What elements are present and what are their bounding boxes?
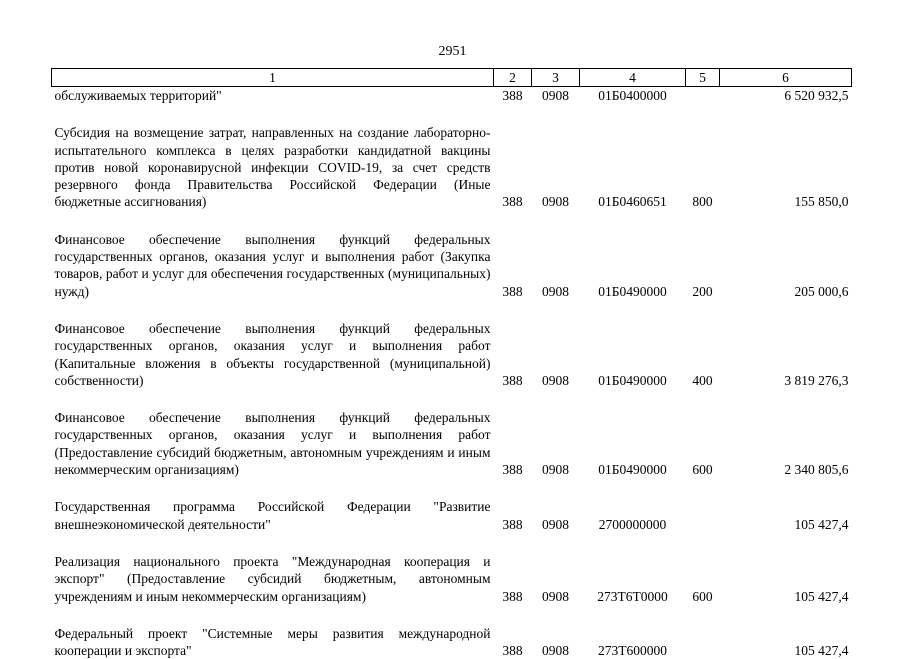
row-target-code: 273Т6Т0000	[580, 553, 686, 605]
row-target-code: 01Б0400000	[580, 87, 686, 105]
column-header-1: 1	[52, 69, 494, 87]
row-section-code: 0908	[532, 409, 580, 478]
row-amount: 6 520 932,5	[720, 87, 852, 105]
row-ministry-code: 388	[494, 124, 532, 210]
row-amount: 155 850,0	[720, 124, 852, 210]
row-spacer	[52, 211, 852, 231]
row-amount: 105 427,4	[720, 625, 852, 659]
row-description: Государственная программа Российской Федерации "Развитие внешнеэкономической деятельности"	[52, 498, 494, 533]
table-row	[52, 409, 852, 478]
row-target-code: 01Б0490000	[580, 409, 686, 478]
table-row	[52, 87, 852, 105]
row-spacer	[52, 389, 852, 409]
row-expense-type: 200	[686, 231, 720, 300]
row-expense-type: 800	[686, 124, 720, 210]
header-row	[52, 69, 852, 87]
row-expense-type	[686, 625, 720, 659]
table-row	[52, 625, 852, 659]
row-section-code: 0908	[532, 87, 580, 105]
row-target-code: 273Т600000	[580, 625, 686, 659]
row-ministry-code: 388	[494, 409, 532, 478]
row-description: Финансовое обеспечение выполнения функций федеральных государственных органов, оказания услуг и выполнения работ (Предоставление субсидий бюджетным, автономным учреждениям и иным некоммерческим организациям)	[52, 409, 494, 478]
row-expense-type	[686, 87, 720, 105]
row-section-code: 0908	[532, 498, 580, 533]
row-description: Субсидия на возмещение затрат, направленных на создание лабораторно-испытательного комплекса в целях разработки кандидатной вакцины против новой коронавирусной инфекции COVID-19, за счет средств резервного фонда Правительства Российской Федерации (Иные бюджетные ассигнования)	[52, 124, 494, 210]
row-ministry-code: 388	[494, 625, 532, 659]
row-spacer	[52, 104, 852, 124]
row-spacer	[52, 533, 852, 553]
row-ministry-code: 388	[494, 553, 532, 605]
row-ministry-code: 388	[494, 320, 532, 389]
row-description: Финансовое обеспечение выполнения функций федеральных государственных органов, оказания услуг и выполнения работ (Капитальные вложения в объекты государственной (муниципальной) собственности)	[52, 320, 494, 389]
row-amount: 105 427,4	[720, 553, 852, 605]
row-section-code: 0908	[532, 320, 580, 389]
row-expense-type: 600	[686, 409, 720, 478]
row-target-code: 01Б0490000	[580, 320, 686, 389]
budget-table	[51, 68, 852, 659]
table-row	[52, 320, 852, 389]
row-description: Реализация национального проекта "Международная кооперация и экспорт" (Предоставление субсидий бюджетным, автономным учреждениям и иным некоммерческим организациям)	[52, 553, 494, 605]
row-amount: 2 340 805,6	[720, 409, 852, 478]
table-row	[52, 498, 852, 533]
column-header-3: 3	[532, 69, 580, 87]
row-section-code: 0908	[532, 553, 580, 605]
column-header-6: 6	[720, 69, 852, 87]
row-section-code: 0908	[532, 625, 580, 659]
table-row	[52, 124, 852, 210]
row-target-code: 2700000000	[580, 498, 686, 533]
row-target-code: 01Б0490000	[580, 231, 686, 300]
row-amount: 105 427,4	[720, 498, 852, 533]
row-amount: 3 819 276,3	[720, 320, 852, 389]
row-description: обслуживаемых территорий"	[52, 87, 494, 105]
row-target-code: 01Б0460651	[580, 124, 686, 210]
row-section-code: 0908	[532, 231, 580, 300]
column-header-4: 4	[580, 69, 686, 87]
row-expense-type: 600	[686, 553, 720, 605]
table-header	[52, 69, 852, 87]
row-ministry-code: 388	[494, 87, 532, 105]
table-row	[52, 553, 852, 605]
column-header-2: 2	[494, 69, 532, 87]
row-ministry-code: 388	[494, 231, 532, 300]
table-row	[52, 231, 852, 300]
row-expense-type	[686, 498, 720, 533]
row-spacer	[52, 478, 852, 498]
row-ministry-code: 388	[494, 498, 532, 533]
row-spacer	[52, 300, 852, 320]
page-number: 2951	[0, 44, 905, 60]
row-description: Федеральный проект "Системные меры развития международной кооперации и экспорта"	[52, 625, 494, 659]
row-description: Финансовое обеспечение выполнения функций федеральных государственных органов, оказания услуг и выполнения работ (Закупка товаров, работ и услуг для обеспечения государственных (муниципальных) нужд)	[52, 231, 494, 300]
row-amount: 205 000,6	[720, 231, 852, 300]
row-section-code: 0908	[532, 124, 580, 210]
column-header-5: 5	[686, 69, 720, 87]
table-body	[52, 87, 852, 659]
row-expense-type: 400	[686, 320, 720, 389]
row-spacer	[52, 605, 852, 625]
